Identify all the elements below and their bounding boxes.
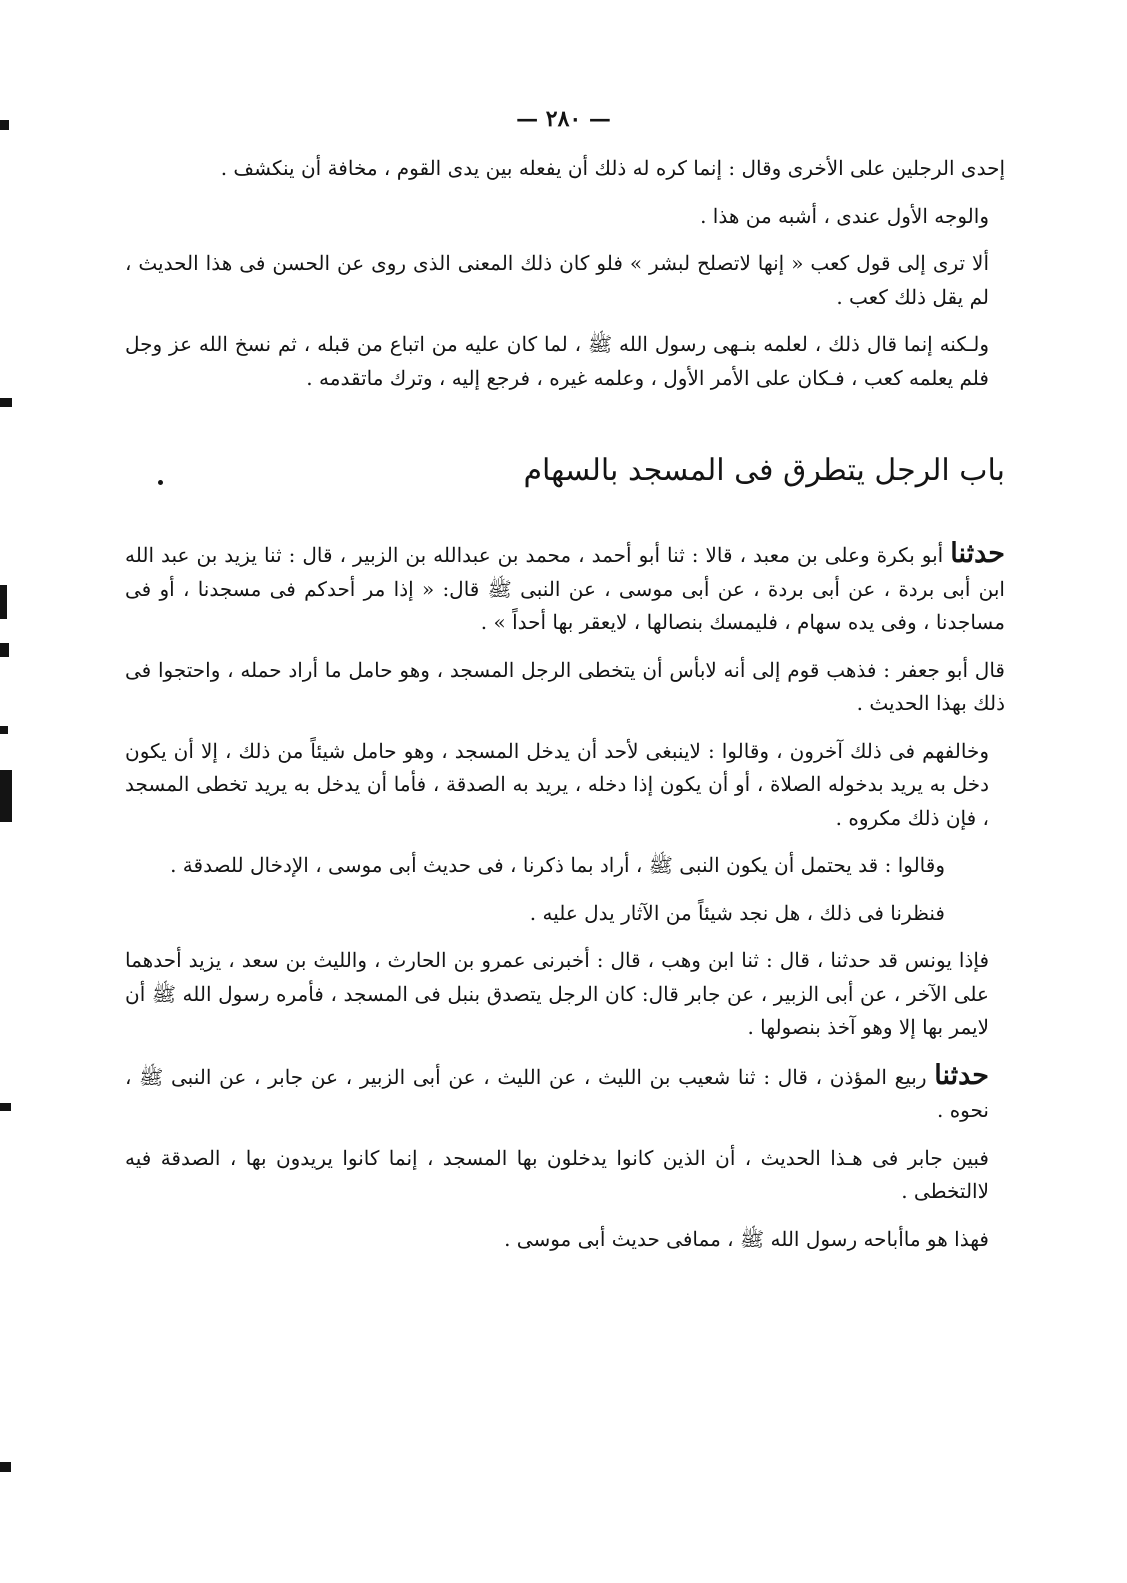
scan-edge-mark: [0, 1103, 11, 1111]
scan-edge-mark: [0, 643, 9, 657]
paragraph: [125, 735, 1005, 836]
paragraph-text: فنظرنا فى ذلك ، هل نجد شيئاً من الآثار يدل عليه .: [529, 900, 945, 925]
chapter-title: باب الرجل يتطرق فى المسجد بالسهام: [523, 453, 1005, 488]
paragraph-text: قال أبو جعفر : فذهب قوم إلى أنه لابأس أن يتخطى الرجل المسجد ، وهو حامل ما أراد حمله ، واحتجوا فى ذلك بهذا الحديث .: [125, 657, 1005, 715]
paragraph-text: فبين جابر فى هـذا الحديث ، أن الذين كانوا يدخلون بها المسجد ، إنما كانوا يريدون بها ، الصدقة فيه لاالتخطى .: [125, 1145, 989, 1203]
paragraph-text: أبو بكرة وعلى بن معبد ، قالا : ثنا أبو أحمد ، محمد بن عبدالله بن الزبير ، قال : ثنا يزيد بن عبد الله ابن أبى بردة ، عن أبى بردة ، عن أبى موسى ، عن النبى ﷺ قال: « إذا مر أحدكم فى مسجدنا ، أو فى مساجدنا ، وفى يده سهام ، فليمسك بنصالها ، لايعقر بها أحداً » .: [125, 543, 1005, 634]
paragraph: [125, 654, 1005, 721]
scan-edge-mark: [0, 1462, 11, 1472]
paragraph-text: وخالفهم فى ذلك آخرون ، وقالوا : لاينبغى لأحد أن يدخل المسجد ، وهو حامل شيئاً من ذلك ، إلا أن يكون دخل به يريد بدخوله الصلاة ، أو أن يكون إذا دخله ، يريد به الصدقة ، فأما أن يدخل به يريد تخطى المسجد ، فإن ذلك مكروه .: [125, 738, 989, 830]
scan-edge-mark: [0, 398, 12, 407]
paragraph: [125, 1059, 1005, 1128]
page-number: — ٢٨٠ —: [516, 106, 611, 132]
paragraph: إحدى الرجلين على الأخرى وقال : إنما كره له ذلك أن يفعله بين يدى القوم ، مخافة أن ينكشف .: [220, 156, 1005, 180]
narration-lead: حدثنا: [950, 538, 1005, 569]
scan-edge-mark: [0, 770, 12, 822]
paragraph-text: فإذا يونس قد حدثنا ، قال : ثنا ابن وهب ، قال : أخبرنى عمرو بن الحارث ، والليث بن سعد ، يزيد أحدهما على الآخر ، عن أبى الزبير ، عن جابر قال: كان الرجل يتصدق بنبل فى المسجد ، فأمره رسول الله ﷺ أن لايمر بها إلا وهو آخذ بنصولها .: [125, 948, 989, 1039]
scan-edge-mark: [0, 585, 7, 619]
paragraph: [125, 537, 1005, 640]
paragraph: والوجه الأول عندى ، أشبه من هذا .: [700, 203, 989, 228]
paragraph: [125, 944, 1005, 1045]
paragraph: ألا ترى إلى قول كعب « إنها لاتصلح لبشر » فلو كان ذلك المعنى الذى روى عن الحسن فى هذا الحديث ، لم يقل ذلك كعب .: [125, 251, 989, 309]
paragraph: [125, 897, 1005, 931]
paragraph: [125, 1142, 1005, 1209]
narration-lead: حدثنا: [934, 1059, 989, 1091]
paragraph-text: فهذا هو ماأباحه رسول الله ﷺ ، ممافى حديث أبى موسى .: [504, 1226, 989, 1251]
paragraph-text: وقالوا : قد يحتمل أن يكون النبى ﷺ ، أراد بما ذكرنا ، فى حديث أبى موسى ، الإدخال للصدقة .: [170, 853, 945, 877]
paragraph-text: ربيع المؤذن ، قال : ثنا شعيب بن الليث ، عن الليث ، عن أبى الزبير ، عن جابر ، عن النبى ﷺ ، نحوه .: [125, 1064, 989, 1122]
paragraph: [125, 1223, 1005, 1257]
paragraph: ولـكنه إنما قال ذلك ، لعلمه بنـهى رسول الله ﷺ ، لما كان عليه من اتباع من قبله ، ثم نسخ الله عز وجل فلم يعلمه كعب ، فـكان على الأمر الأول ، وعلمه غيره ، فرجع إليه ، وترك ماتقدمه .: [125, 332, 989, 390]
body-text: [125, 152, 1005, 1270]
scan-edge-mark: [0, 726, 8, 734]
paragraph: [125, 849, 1005, 883]
